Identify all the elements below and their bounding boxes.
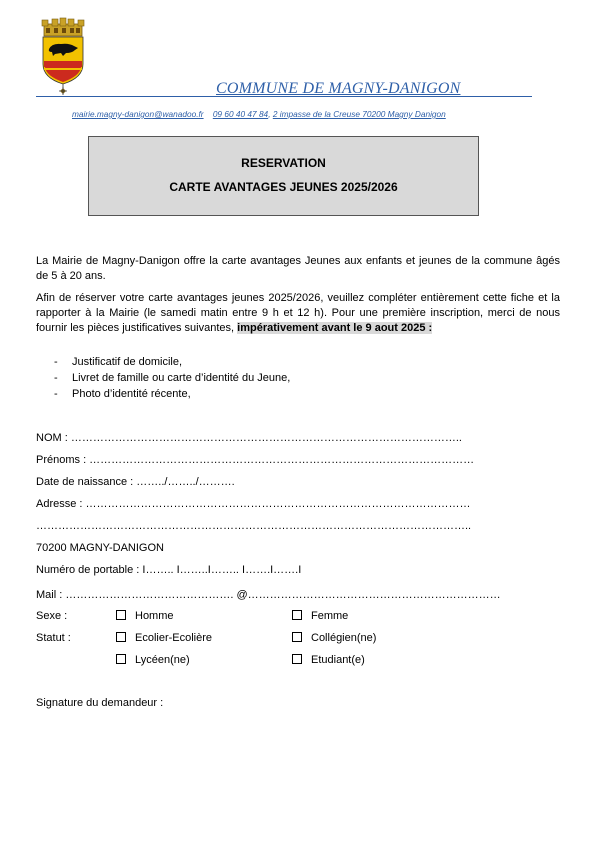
nom-field[interactable]: NOM : …………………………………………………………………………………………….. <box>36 432 462 444</box>
checkbox-icon[interactable] <box>116 610 126 620</box>
signature-label: Signature du demandeur : <box>36 697 164 709</box>
intro-paragraph-2-text: Afin de réserver votre carte avantages jeunes 2025/2026, veuillez compléter entièrement cette fiche et la rapporter à la Mairie (le samedi matin entre 9 h et 12 h). Pour une première inscription, merci de nous fournir les pièces justificatives suivantes, <box>36 292 560 334</box>
option-homme[interactable] <box>116 610 174 622</box>
checkbox-icon[interactable] <box>292 610 302 620</box>
document-item-2: Livret de famille ou carte d’identité du Jeune, <box>72 372 291 384</box>
title-box <box>88 136 479 216</box>
intro-paragraph-1: La Mairie de Magny-Danigon offre la carte avantages Jeunes aux enfants et jeunes de la commune âgés de 5 à 20 ans. <box>36 255 560 282</box>
option-label: Etudiant(e) <box>311 654 365 666</box>
option-collegien[interactable] <box>292 632 376 644</box>
card-title-heading: CARTE AVANTAGES JEUNES 2025/2026 <box>169 180 398 194</box>
email-field[interactable]: Mail : ………………………………………. @…………………………………………………………… <box>36 589 501 601</box>
email-link[interactable]: mairie.magny-danigon@wanadoo.fr <box>72 109 204 119</box>
header-divider <box>36 96 532 97</box>
reservation-heading: RESERVATION <box>241 156 326 170</box>
checkbox-icon[interactable] <box>116 632 126 642</box>
option-label: Homme <box>135 610 174 622</box>
sexe-label: Sexe : <box>36 610 68 622</box>
address-field[interactable]: Adresse : …………………………………………………………………………………………… <box>36 498 471 510</box>
option-femme[interactable] <box>292 610 348 622</box>
list-item: - Photo d’identité récente, <box>54 388 191 400</box>
statut-label: Statut : <box>36 632 71 644</box>
option-etudiant[interactable] <box>292 654 365 666</box>
phone-link[interactable]: 09 60 40 47 84 <box>212 109 269 119</box>
address-link[interactable]: 2 impasse de la Creuse 70200 Magny Danigon <box>272 109 446 119</box>
mobile-number-field[interactable]: Numéro de portable : I…….. I……..I…….. I…….I…….I <box>36 564 302 576</box>
option-ecolier[interactable] <box>116 632 212 644</box>
option-label: Femme <box>311 610 349 622</box>
contact-line: mairie.magny-danigon@wanadoo.fr 09 60 40 47 84, 2 impasse de la Creuse 70200 Magny Danigon <box>72 109 446 119</box>
document-item-3: Photo d’identité récente, <box>72 388 191 400</box>
list-item: - Livret de famille ou carte d’identité du Jeune, <box>54 372 291 384</box>
checkbox-icon[interactable] <box>292 632 302 642</box>
list-item: - Justificatif de domicile, <box>54 356 183 368</box>
prenoms-field[interactable]: Prénoms : …………………………………………………………………………………………… <box>36 454 475 466</box>
coat-of-arms-icon <box>36 16 90 96</box>
option-label: Collégien(ne) <box>311 632 377 644</box>
city-line: 70200 MAGNY-DANIGON <box>36 542 164 554</box>
checkbox-icon[interactable] <box>116 654 126 664</box>
option-lyceen[interactable] <box>116 654 190 666</box>
birthdate-field[interactable]: Date de naissance : ……../……../………. <box>36 476 235 488</box>
address-continuation-field[interactable]: ……………………………………………………………………………………………………….. <box>36 520 472 532</box>
intro-paragraph-2 <box>36 291 560 336</box>
deadline-highlight: impérativement avant le 9 aout 2025 : <box>237 322 433 334</box>
commune-title: COMMUNE DE MAGNY-DANIGON <box>216 80 461 97</box>
checkbox-icon[interactable] <box>292 654 302 664</box>
document-item-1: Justificatif de domicile, <box>72 356 183 368</box>
option-label: Lycéen(ne) <box>135 654 190 666</box>
option-label: Ecolier-Ecolière <box>135 632 213 644</box>
